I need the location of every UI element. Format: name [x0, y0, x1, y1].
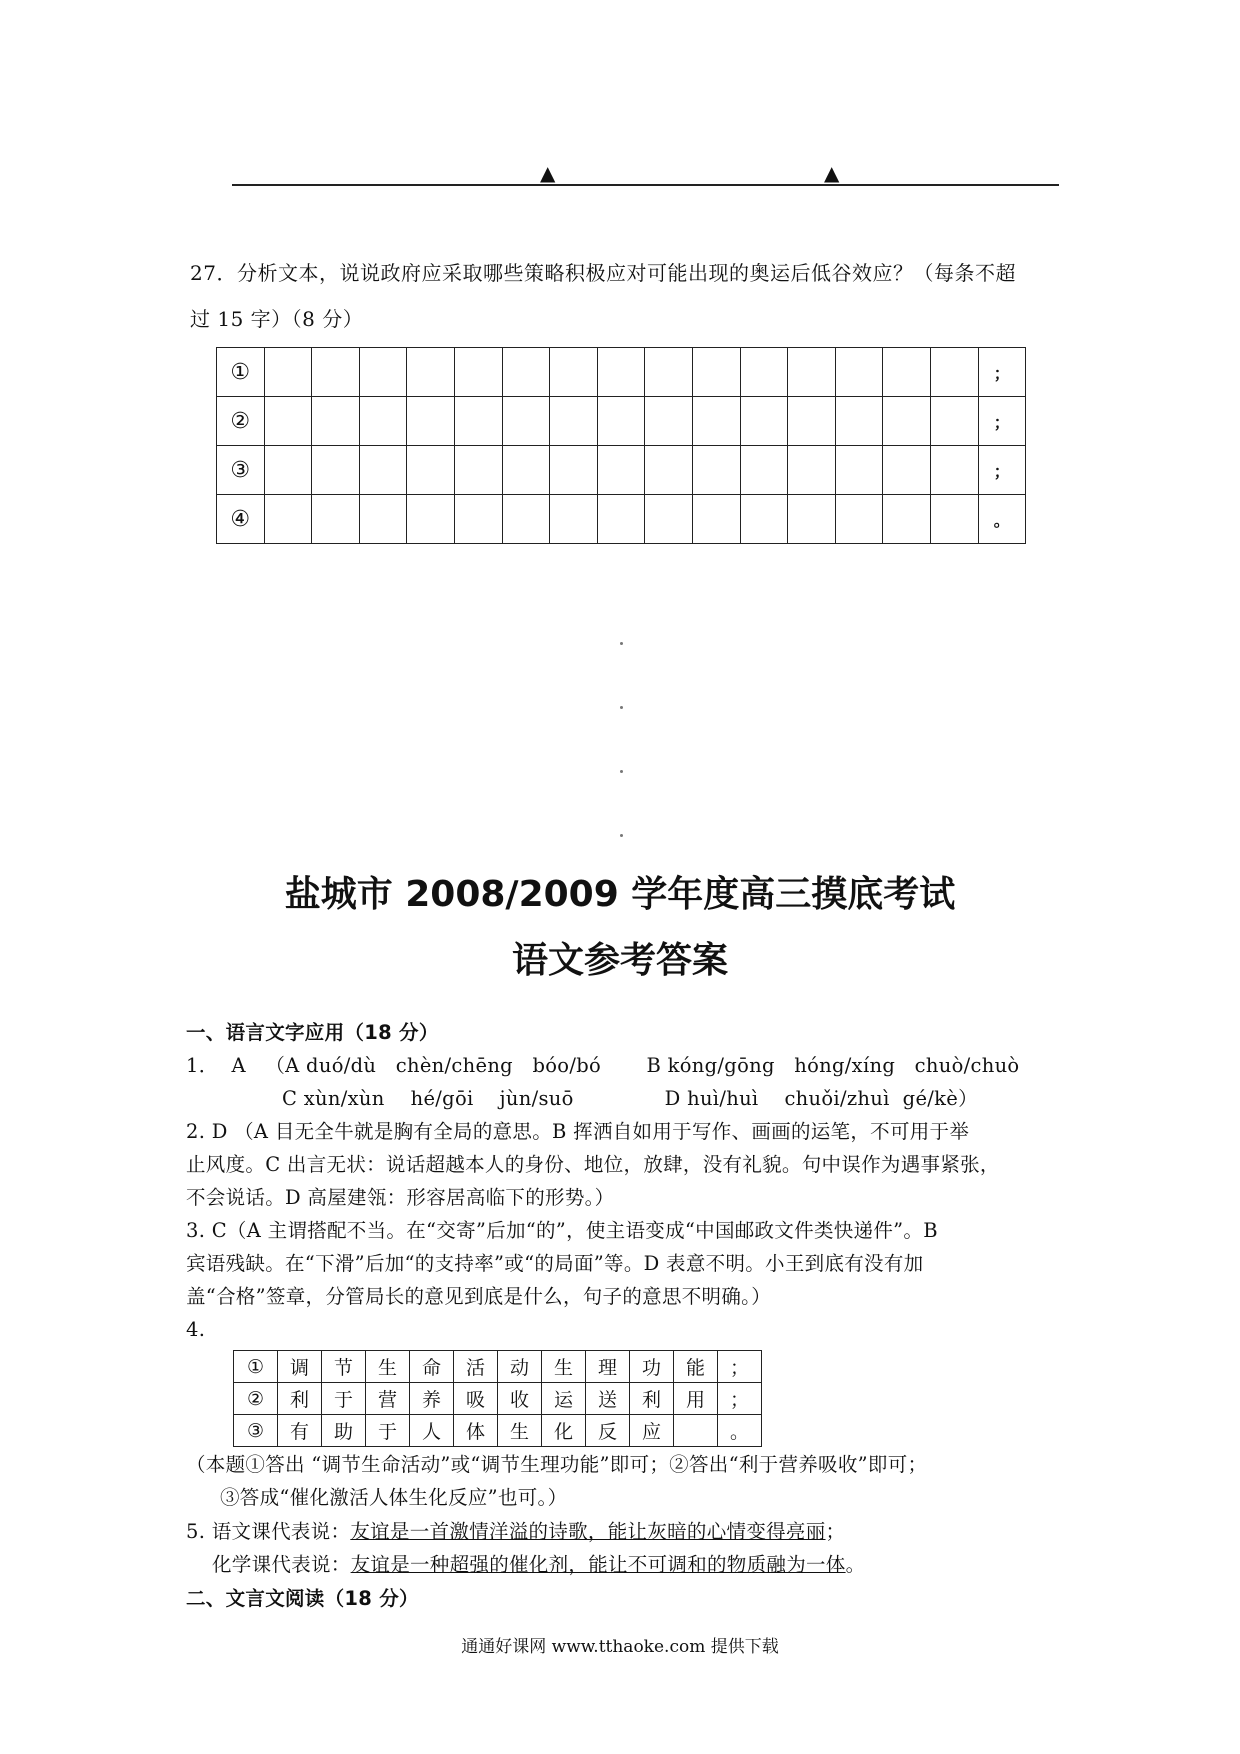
- blank-answer-cell: [264, 397, 312, 446]
- blank-answer-cell: [930, 348, 978, 397]
- decorative-dot: [620, 642, 623, 645]
- blank-answer-cell: [883, 495, 931, 544]
- answer-1-line-2: C xùn/xùn hé/gōi jùn/suō D huì/huì chuǒi/zhuì gé/kè）: [282, 1087, 978, 1110]
- blank-answer-cell: [740, 495, 788, 544]
- blank-answer-cell: [788, 495, 836, 544]
- blank-answer-cell: [502, 495, 550, 544]
- answer-3-line-3: 盖“合格”签章，分管局长的意见到底是什么，句子的意思不明确。）: [186, 1285, 771, 1308]
- grid-4-cell: 理: [586, 1351, 630, 1383]
- grid-4-cell: 送: [586, 1383, 630, 1415]
- page-footer: 通通好课网 www.tthaoke.com 提供下载: [461, 1637, 779, 1657]
- blank-answer-cell: [359, 348, 407, 397]
- blank-answer-cell: [597, 495, 645, 544]
- decorative-dot: [620, 770, 623, 773]
- blank-answer-cell: [645, 495, 693, 544]
- blank-answer-cell: [312, 495, 360, 544]
- blank-answer-cell: [930, 446, 978, 495]
- answer-3: [186, 1214, 1056, 1313]
- blank-answer-cell: [550, 495, 598, 544]
- grid-4-cell: 生: [542, 1351, 586, 1383]
- blank-answer-cell: [740, 446, 788, 495]
- blank-answer-cell: [835, 348, 883, 397]
- row-end-punctuation: ；: [978, 446, 1026, 495]
- grid-4-cell: 于: [322, 1383, 366, 1415]
- blank-answer-cell: [264, 495, 312, 544]
- grid-4-cell: 动: [498, 1351, 542, 1383]
- row-marker: ②: [217, 397, 265, 446]
- grid-4-cell: 营: [366, 1383, 410, 1415]
- grid-4-cell: 功: [630, 1351, 674, 1383]
- blank-answer-cell: [788, 446, 836, 495]
- grid-4-cell: ③: [234, 1415, 278, 1447]
- decorative-dot: [620, 706, 623, 709]
- blank-answer-cell: [407, 348, 455, 397]
- blank-answer-cell: [502, 446, 550, 495]
- page-title: 盐城市 2008/2009 学年度高三摸底考试: [284, 874, 956, 915]
- grid-4-cell: 利: [630, 1383, 674, 1415]
- blank-answer-cell: [454, 446, 502, 495]
- blank-answer-cell: [407, 446, 455, 495]
- answer-2-line-1: 2. D （A 目无全牛就是胸有全局的意思。B 挥洒自如用于写作、画画的运笔，不可用于举: [186, 1120, 970, 1143]
- grid-4-cell: 利: [278, 1383, 322, 1415]
- blank-answer-cell: [502, 348, 550, 397]
- header-rule: [232, 184, 1059, 186]
- blank-answer-cell: [835, 446, 883, 495]
- answer-2-line-3: 不会说话。D 高屋建瓴：形容居高临下的形势。）: [186, 1186, 615, 1209]
- answer-grid-4: [233, 1350, 762, 1447]
- blank-answer-cell: [597, 397, 645, 446]
- answer-5-line-2: [186, 1548, 1056, 1581]
- blank-answer-cell: [550, 348, 598, 397]
- grid-4-cell: 有: [278, 1415, 322, 1447]
- grid-4-cell: 命: [410, 1351, 454, 1383]
- question-27-text-cont: [190, 304, 1060, 334]
- answer-1: [186, 1049, 1056, 1115]
- question-27-line-2: 过 15 字）（8 分）: [190, 307, 364, 331]
- grid-4-cell: 应: [630, 1415, 674, 1447]
- blank-answer-cell: [312, 348, 360, 397]
- grid-4-cell: 用: [674, 1383, 718, 1415]
- blank-answer-cell: [264, 348, 312, 397]
- blank-answer-cell: [883, 397, 931, 446]
- blank-answer-cell: [930, 397, 978, 446]
- grid-4-cell: 运: [542, 1383, 586, 1415]
- answer-2: [186, 1115, 1056, 1214]
- blank-answer-cell: [407, 495, 455, 544]
- blank-answer-cell: [454, 397, 502, 446]
- grid-4-cell: 吸: [454, 1383, 498, 1415]
- blank-answer-cell: [597, 348, 645, 397]
- blank-answer-cell: [883, 348, 931, 397]
- blank-answer-cell: [835, 495, 883, 544]
- row-marker: ④: [217, 495, 265, 544]
- blank-answer-cell: [692, 446, 740, 495]
- grid-4-cell: [674, 1415, 718, 1447]
- answer-4-label: 4.: [186, 1318, 206, 1341]
- grid-4-cell: 能: [674, 1351, 718, 1383]
- blank-answer-cell: [645, 446, 693, 495]
- grid-4-cell: 反: [586, 1415, 630, 1447]
- triangle-marker-icon: ▲: [824, 161, 840, 185]
- answer-1-line-1: 1． A （A duó/dù chèn/chēng bóo/bó B kóng/gōng hóng/xíng chuò/chuò: [186, 1054, 1020, 1077]
- blank-answer-cell: [692, 348, 740, 397]
- blank-answer-cell: [550, 397, 598, 446]
- grid-4-cell: 生: [498, 1415, 542, 1447]
- row-marker: ③: [217, 446, 265, 495]
- grid-4-cell: 节: [322, 1351, 366, 1383]
- answer-5-prefix-2: 化学课代表说：: [212, 1553, 351, 1576]
- row-end-punctuation: 。: [978, 495, 1026, 544]
- answer-grid-27: [216, 347, 1026, 544]
- answer-4-note: [186, 1448, 1076, 1514]
- answer-3-line-1: 3. C（A 主谓搭配不当。在“交寄”后加“的”，使主语变成“中国邮政文件类快递件”。B: [186, 1219, 938, 1242]
- grid-4-cell: ①: [234, 1351, 278, 1383]
- grid-4-cell: 于: [366, 1415, 410, 1447]
- answer-3-line-2: 宾语残缺。在“下滑”后加“的支持率”或“的局面”等。D 表意不明。小王到底有没有加: [186, 1252, 924, 1275]
- answer-5-text-2: 友谊是一种超强的催化剂，能让不可调和的物质融为一体: [350, 1553, 846, 1576]
- blank-answer-cell: [550, 446, 598, 495]
- blank-answer-cell: [597, 446, 645, 495]
- blank-answer-cell: [692, 495, 740, 544]
- grid-4-cell: 收: [498, 1383, 542, 1415]
- question-27-line-1: 27．分析文本，说说政府应采取哪些策略积极应对可能出现的奥运后低谷效应？（每条不超: [190, 261, 1016, 285]
- answer-5-line-1: [186, 1515, 1056, 1548]
- blank-answer-cell: [359, 495, 407, 544]
- row-end-punctuation: ；: [978, 348, 1026, 397]
- blank-answer-cell: [645, 397, 693, 446]
- grid-4-cell: 体: [454, 1415, 498, 1447]
- page-subtitle: 语文参考答案: [511, 940, 728, 981]
- blank-answer-cell: [740, 397, 788, 446]
- blank-answer-cell: [359, 397, 407, 446]
- grid-4-cell: 化: [542, 1415, 586, 1447]
- blank-answer-cell: [883, 446, 931, 495]
- blank-answer-cell: [835, 397, 883, 446]
- row-marker: ①: [217, 348, 265, 397]
- question-27-text: [190, 258, 1060, 288]
- grid-4-cell: 调: [278, 1351, 322, 1383]
- grid-4-cell: 活: [454, 1351, 498, 1383]
- blank-answer-cell: [788, 397, 836, 446]
- section-2-heading: 二、文言文阅读（18 分）: [186, 1587, 419, 1610]
- blank-answer-cell: [312, 397, 360, 446]
- grid-27-row: [217, 446, 1026, 495]
- grid-4-row: [234, 1383, 762, 1415]
- grid-4-cell: 助: [322, 1415, 366, 1447]
- answer-5-text-1: 友谊是一首激情洋溢的诗歌，能让灰暗的心情变得亮丽: [350, 1520, 826, 1543]
- blank-answer-cell: [502, 397, 550, 446]
- triangle-marker-icon: ▲: [540, 161, 556, 185]
- blank-answer-cell: [407, 397, 455, 446]
- blank-answer-cell: [740, 348, 788, 397]
- decorative-dot: [620, 834, 623, 837]
- section-1-heading: 一、语言文字应用（18 分）: [186, 1021, 439, 1044]
- blank-answer-cell: [264, 446, 312, 495]
- answer-5: [186, 1515, 1056, 1581]
- grid-4-cell: ；: [718, 1351, 762, 1383]
- answer-5-suffix-2: 。: [845, 1553, 866, 1576]
- grid-4-cell: ②: [234, 1383, 278, 1415]
- grid-27-row: [217, 397, 1026, 446]
- answer-5-suffix-1: ；: [825, 1520, 846, 1543]
- grid-27-row: [217, 348, 1026, 397]
- grid-4-cell: 人: [410, 1415, 454, 1447]
- grid-4-row: [234, 1351, 762, 1383]
- blank-answer-cell: [788, 348, 836, 397]
- answer-4-note-line-2: ③答成“催化激活人体生化反应”也可。）: [220, 1486, 568, 1509]
- answer-5-prefix-1: 5. 语文课代表说：: [186, 1520, 351, 1543]
- blank-answer-cell: [454, 495, 502, 544]
- blank-answer-cell: [930, 495, 978, 544]
- blank-answer-cell: [312, 446, 360, 495]
- row-end-punctuation: ；: [978, 397, 1026, 446]
- grid-4-cell: 。: [718, 1415, 762, 1447]
- grid-27-row: [217, 495, 1026, 544]
- answer-4-note-line-1: （本题①答出 “调节生命活动”或“调节生理功能”即可；②答出“利于营养吸收”即可；: [186, 1453, 928, 1476]
- grid-4-row: [234, 1415, 762, 1447]
- blank-answer-cell: [645, 348, 693, 397]
- blank-answer-cell: [454, 348, 502, 397]
- blank-answer-cell: [359, 446, 407, 495]
- grid-4-cell: 养: [410, 1383, 454, 1415]
- grid-4-cell: ；: [718, 1383, 762, 1415]
- grid-4-cell: 生: [366, 1351, 410, 1383]
- blank-answer-cell: [692, 397, 740, 446]
- answer-2-line-2: 止风度。C 出言无状：说话超越本人的身份、地位，放肆，没有礼貌。句中误作为遇事紧张，: [186, 1153, 1000, 1176]
